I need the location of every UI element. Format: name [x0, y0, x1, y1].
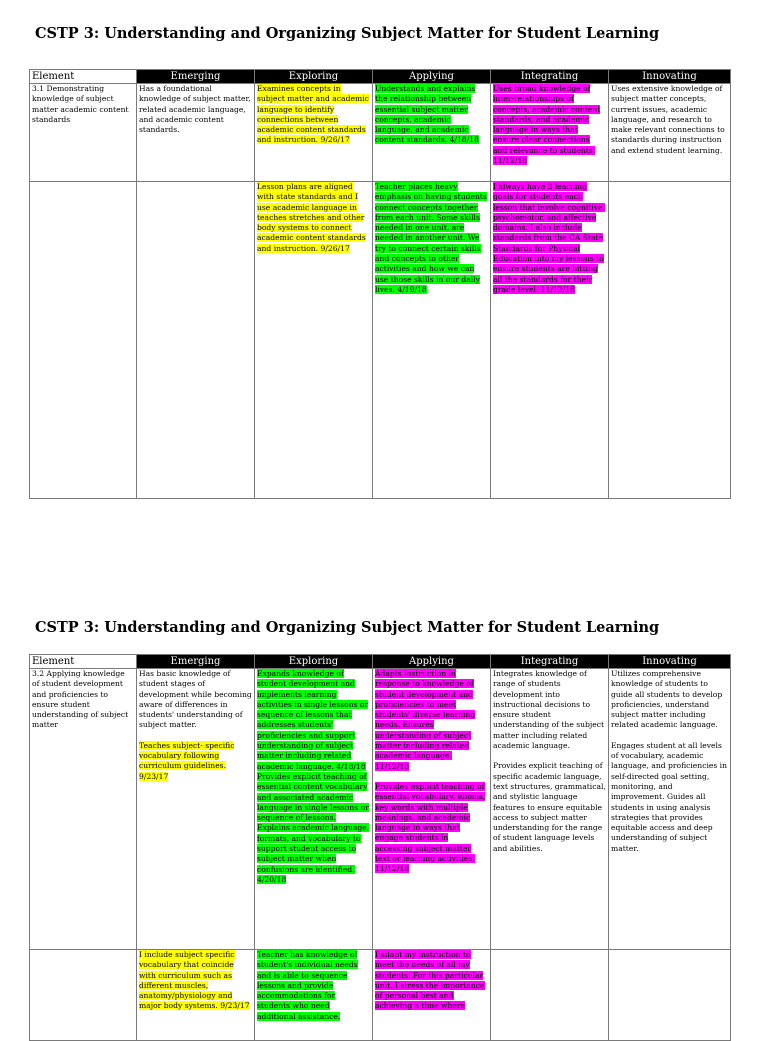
paragraph-gap — [139, 731, 252, 741]
exploring-cell — [255, 84, 373, 182]
integrating-header: Integrating — [491, 70, 609, 84]
element-header: Element — [30, 655, 137, 669]
integrating-cell — [491, 669, 609, 950]
evidence-highlight: Provides explicit teaching of essential content vocabulary and associated academic language in single lessons or sequence of lessons. Explains academic language, formats, and vocabulary to support student access to subject matter when confusions are identified. 4/20/18 — [257, 771, 370, 884]
innovating-cell: Uses extensive knowledge of subject matter concepts, current issues, academic language, and research to make relevant connections to standards during instruction and extend student learning. — [609, 84, 731, 182]
table-row — [30, 950, 731, 1041]
rubric-text: Utilizes comprehensive knowledge of students to guide all students to develop proficiencies, understand subject matter including related academic language. — [611, 669, 723, 730]
evidence-highlight: Examines concepts in subject matter and academic language to identify connections between academic content standards and instruction. 9/26/17 — [257, 84, 369, 145]
evidence-highlight: Expands knowledge of student development and implements learning activities in single lessons or sequence of lessons that addresses students' proficiencies and support understanding of subject matter including related academic language. 4/18/18 — [257, 669, 369, 771]
innovating-header: Innovating — [609, 70, 731, 84]
evidence-highlight: Uses broad knowledge of inter-relationships of concepts, academic content standards, and academic language in ways that ensure clear connections and relevance to students. 11/12/18 — [493, 84, 601, 166]
evidence-highlight: Understands and explains the relationship between essential subject matter concepts, academic language, and academic content standards. 4/18/18 — [375, 84, 479, 145]
evidence-highlight: Provides explicit teaching of essential vocabulary, idioms, key words with multiple meanings, and academic language in ways that engage students in accessing subject matter text or learning activities. 11/12/18 — [375, 781, 486, 874]
emerging-cell — [137, 669, 255, 950]
emerging-cell — [137, 950, 255, 1041]
integrating-cell — [491, 182, 609, 499]
rubric-table — [29, 654, 731, 1041]
rubric-table — [29, 69, 731, 499]
header-row — [30, 70, 731, 84]
paragraph-gap — [375, 772, 488, 782]
page-title: CSTP 3: Understanding and Organizing Subject Matter for Student Learning — [35, 619, 660, 636]
innovating-header: Innovating — [609, 655, 731, 669]
integrating-cell — [491, 84, 609, 182]
integrating-cell — [491, 950, 609, 1041]
table-row — [30, 669, 731, 950]
header-row — [30, 655, 731, 669]
emerging-cell: Has a foundational knowledge of subject matter, related academic language, and academic content standards. — [137, 84, 255, 182]
evidence-highlight: I include subject specific vocabulary that coincide with curriculum such as different muscles, anatomy/physiology and major body systems. 9/23/17 — [139, 950, 250, 1011]
element-header: Element — [30, 70, 137, 84]
applying-header: Applying — [373, 70, 491, 84]
table-row — [30, 84, 731, 182]
applying-header: Applying — [373, 655, 491, 669]
emerging-cell — [137, 182, 255, 499]
evidence-highlight: I adapt my instruction to meet the needs of all my students. For this particular unit, I stress the importance of personal best and achieving a time where — [375, 950, 485, 1011]
table-row — [30, 182, 731, 499]
emerging-header: Emerging — [137, 655, 255, 669]
paragraph-gap — [611, 731, 728, 741]
page-title: CSTP 3: Understanding and Organizing Subject Matter for Student Learning — [35, 25, 660, 42]
evidence-highlight: Teaches subject- specific vocabulary following curriculum guidelines. 9/23/17 — [139, 740, 235, 781]
applying-cell — [373, 669, 491, 950]
evidence-highlight: Lesson plans are aligned with state standards and I use academic language in teaches stretches and other body systems to connect academic content standards and instruction. 9/26/17 — [257, 182, 366, 253]
element-cell — [30, 182, 137, 499]
element-cell: 3.2 Applying knowledge of student development and proficiencies to ensure student understanding of subject matter — [30, 669, 137, 950]
innovating-cell — [609, 182, 731, 499]
applying-cell — [373, 84, 491, 182]
evidence-highlight: I always have 3 learning goals for students each lesson that involve cognitive, psychomotor, and affective domains. I also include standards from the CA State Standards for Physical Education into my lessons to ensure students are hitting all the standards for their grade level. 11/12/18 — [493, 182, 606, 294]
applying-cell — [373, 182, 491, 499]
emerging-header: Emerging — [137, 70, 255, 84]
evidence-highlight: Teacher has knowledge of student's individual needs and is able to sequence lessons and provide accommodations for students who need additional assistance. — [257, 950, 358, 1021]
evidence-highlight: Adapts instruction in response to knowledge of student development and proficiencies to meet students' diverse learning needs. Ensures understanding of subject matter including related academic language. 11/12/18 — [375, 669, 476, 771]
exploring-cell — [255, 950, 373, 1041]
evidence-highlight: Teacher places heavy emphasis on having students connect concepts together from each unit. Some skills needed in one unit, are needed in another unit. We try to connect certain skills and concepts to other activities and how we can use those skills in our daily lives. 4/19/18 — [375, 182, 487, 294]
element-cell: 3.1 Demonstrating knowledge of subject matter academic content standards — [30, 84, 137, 182]
applying-cell — [373, 950, 491, 1041]
innovating-cell — [609, 950, 731, 1041]
rubric-text: Has basic knowledge of student stages of development while becoming aware of differences in students' understanding of subject matter. — [139, 669, 252, 730]
exploring-cell — [255, 669, 373, 950]
rubric-text: Integrates knowledge of range of students development into instructional decisions to ensure student understanding of the subject matter including related academic language. — [493, 669, 605, 751]
exploring-header: Exploring — [255, 655, 373, 669]
element-cell — [30, 950, 137, 1041]
integrating-header: Integrating — [491, 655, 609, 669]
exploring-header: Exploring — [255, 70, 373, 84]
rubric-text: Engages student at all levels of vocabulary, academic language, and proficiencies in self-directed goal setting, monitoring, and improvement. Guides all students in using analysis strategies that provides equitable access and deep understanding of subject matter. — [611, 740, 728, 853]
innovating-cell — [609, 669, 731, 950]
rubric-text: Provides explicit teaching of specific academic language, text structures, grammatical, and stylistic language features to ensure equitable access to subject matter understanding for the range of student language levels and abilities. — [493, 761, 606, 853]
paragraph-gap — [493, 751, 606, 761]
exploring-cell — [255, 182, 373, 499]
